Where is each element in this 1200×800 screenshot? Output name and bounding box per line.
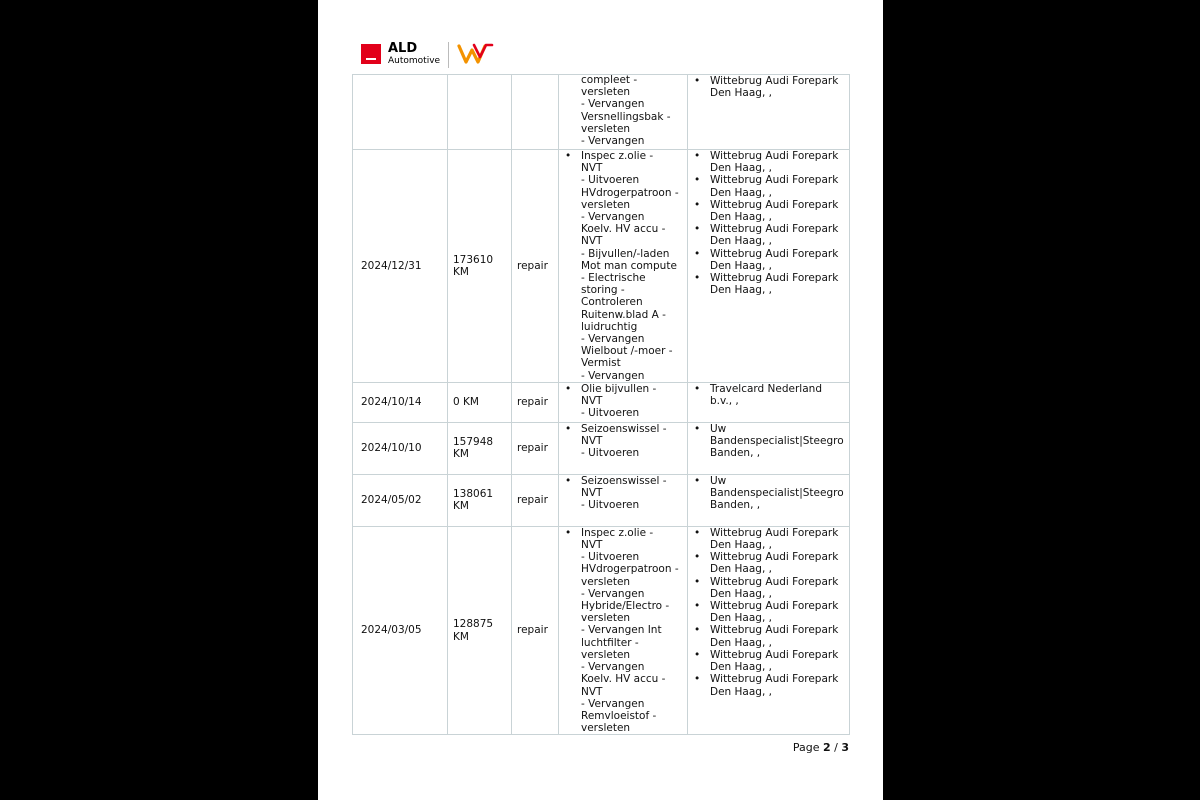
- work-item: [565, 74, 683, 147]
- page-separator: /: [834, 741, 838, 754]
- location-item: [694, 423, 845, 460]
- date-cell-text: 2024/05/02: [361, 494, 422, 507]
- bullet-icon: •: [694, 474, 701, 487]
- location-text: Wittebrug Audi Forepark Den Haag, ,: [710, 648, 839, 674]
- work-items-cell: [559, 422, 688, 474]
- bullet-icon: •: [694, 600, 701, 613]
- location-text: Wittebrug Audi Forepark Den Haag, ,: [710, 272, 839, 297]
- type-cell-text: repair: [517, 396, 548, 409]
- bullet-icon: •: [694, 422, 701, 435]
- location-text: Uw Bandenspecialist|Steegro Banden, ,: [710, 474, 844, 512]
- partner-logo-icon: [457, 41, 499, 67]
- bullet-icon: •: [694, 174, 701, 187]
- type-cell: [512, 526, 559, 734]
- page-total: 3: [841, 741, 849, 754]
- location-item: [694, 199, 845, 223]
- work-items-cell: [559, 150, 688, 383]
- locations-list: [688, 383, 849, 407]
- mileage-cell-text: 138061 KM: [453, 488, 494, 513]
- location-text: Wittebrug Audi Forepark Den Haag, ,: [710, 673, 839, 698]
- date-cell-text: 2024/12/31: [361, 259, 422, 272]
- table-row: [353, 150, 850, 383]
- date-cell-text: 2024/10/14: [361, 396, 422, 409]
- work-item-text: compleet - versleten - Vervangen Versnellingsbak - versleten - Vervangen: [581, 74, 671, 148]
- location-text: Wittebrug Audi Forepark Den Haag, ,: [710, 551, 839, 576]
- type-cell: [512, 150, 559, 383]
- location-text: Wittebrug Audi Forepark Den Haag, ,: [710, 247, 839, 272]
- date-cell-text: 2024/10/10: [361, 442, 422, 455]
- location-item: [694, 673, 845, 697]
- work-item: [565, 150, 683, 382]
- location-item: [694, 475, 845, 512]
- location-text: Wittebrug Audi Forepark Den Haag, ,: [710, 174, 839, 199]
- bullet-icon: •: [565, 526, 572, 539]
- work-item-text: Seizoenswissel - NVT - Uitvoeren: [581, 422, 667, 460]
- logo-divider: [448, 42, 449, 68]
- mileage-cell-text: 0 KM: [453, 396, 479, 409]
- locations-cell: [688, 75, 850, 150]
- location-text: Wittebrug Audi Forepark Den Haag, ,: [710, 75, 839, 100]
- type-cell-text: repair: [517, 624, 548, 637]
- work-items-cell: [559, 382, 688, 422]
- bullet-icon: •: [694, 551, 701, 564]
- ald-brand-name: ALD: [388, 41, 418, 56]
- bullet-icon: •: [694, 526, 701, 539]
- type-cell-text: repair: [517, 442, 548, 455]
- date-cell: [353, 382, 448, 422]
- mileage-cell: [448, 75, 512, 150]
- location-text: Uw Bandenspecialist|Steegro Banden, ,: [710, 422, 844, 460]
- work-items-list: [559, 423, 687, 460]
- work-item-text: Seizoenswissel - NVT - Uitvoeren: [581, 474, 667, 512]
- work-item: [565, 475, 683, 512]
- maintenance-history-table: [352, 74, 850, 735]
- document-page: [318, 0, 883, 800]
- location-item: [694, 383, 845, 407]
- location-text: Wittebrug Audi Forepark Den Haag, ,: [710, 150, 839, 175]
- table-row: [353, 382, 850, 422]
- location-text: Wittebrug Audi Forepark Den Haag, ,: [710, 575, 839, 600]
- location-item: [694, 624, 845, 648]
- page-current: 2: [822, 741, 831, 754]
- ald-logo-square: [361, 44, 381, 64]
- bullet-icon: •: [694, 150, 701, 162]
- type-cell: [512, 75, 559, 150]
- type-cell: [512, 382, 559, 422]
- work-items-list: [559, 74, 687, 147]
- locations-cell: [688, 422, 850, 474]
- type-cell-text: repair: [517, 494, 548, 507]
- work-items-list: [559, 527, 687, 734]
- location-item: [694, 75, 845, 99]
- bullet-icon: •: [565, 422, 572, 435]
- work-items-cell: [559, 75, 688, 150]
- work-items-list: [559, 150, 687, 382]
- mileage-cell: [448, 474, 512, 526]
- page-footer: [793, 741, 849, 754]
- location-text: Travelcard Nederland b.v., ,: [710, 382, 822, 408]
- bullet-icon: •: [694, 272, 701, 285]
- bullet-icon: •: [694, 75, 701, 87]
- bullet-icon: •: [694, 673, 701, 686]
- bullet-icon: •: [694, 198, 701, 211]
- location-item: [694, 150, 845, 174]
- location-item: [694, 174, 845, 198]
- location-item: [694, 576, 845, 600]
- work-item: [565, 423, 683, 460]
- location-text: Wittebrug Audi Forepark Den Haag, ,: [710, 526, 839, 552]
- bullet-icon: •: [694, 624, 701, 637]
- type-cell: [512, 474, 559, 526]
- location-text: Wittebrug Audi Forepark Den Haag, ,: [710, 223, 839, 248]
- page-label: Page: [792, 741, 820, 754]
- locations-cell: [688, 382, 850, 422]
- location-item: [694, 600, 845, 624]
- locations-list: [688, 150, 849, 296]
- type-cell: [512, 422, 559, 474]
- mileage-cell: [448, 150, 512, 383]
- bullet-icon: •: [565, 382, 572, 395]
- bullet-icon: •: [565, 474, 572, 487]
- locations-cell: [688, 150, 850, 383]
- work-item-text: Olie bijvullen - NVT - Uitvoeren: [581, 382, 657, 420]
- date-cell: [353, 526, 448, 734]
- locations-list: [688, 475, 849, 512]
- mileage-cell: [448, 382, 512, 422]
- work-item-text: Inspec z.olie - NVT - Uitvoeren HVdrogerpatroon - versleten - Vervangen Hybride/Electro - versleten - Vervangen Int luchtfilter - versleten - Vervangen Koelv. HV accu - NVT - Vervangen Remvloeistof - versleten: [581, 526, 679, 735]
- table-row: [353, 526, 850, 734]
- mileage-cell-text: 173610 KM: [453, 253, 494, 278]
- work-item: [565, 383, 683, 420]
- work-item: [565, 527, 683, 734]
- location-item: [694, 248, 845, 272]
- work-items-cell: [559, 474, 688, 526]
- location-text: Wittebrug Audi Forepark Den Haag, ,: [710, 624, 839, 649]
- date-cell: [353, 75, 448, 150]
- work-items-list: [559, 475, 687, 512]
- table-row: [353, 474, 850, 526]
- mileage-cell-text: 128875 KM: [453, 618, 494, 643]
- mileage-cell: [448, 422, 512, 474]
- date-cell: [353, 150, 448, 383]
- location-item: [694, 223, 845, 247]
- table-row: [353, 422, 850, 474]
- locations-list: [688, 423, 849, 460]
- bullet-icon: •: [694, 648, 701, 661]
- location-item: [694, 527, 845, 551]
- locations-list: [688, 75, 849, 99]
- date-cell-text: 2024/03/05: [361, 624, 422, 637]
- locations-cell: [688, 474, 850, 526]
- mileage-cell: [448, 526, 512, 734]
- date-cell: [353, 422, 448, 474]
- type-cell-text: repair: [517, 259, 548, 272]
- location-item: [694, 272, 845, 296]
- location-item: [694, 551, 845, 575]
- bullet-icon: •: [694, 247, 701, 260]
- mileage-cell-text: 157948 KM: [453, 436, 494, 461]
- bullet-icon: •: [694, 223, 701, 236]
- location-text: Wittebrug Audi Forepark Den Haag, ,: [710, 600, 839, 625]
- work-items-list: [559, 383, 687, 420]
- work-item-text: Inspec z.olie - NVT - Uitvoeren HVdrogerpatroon - versleten - Vervangen Koelv. HV accu - NVT - Bijvullen/-laden Mot man compute - Electrische storing - Controleren Ruitenw.blad A - luidruchtig - Vervangen Wielbout /-moer - Vermist - Vervangen: [581, 150, 679, 382]
- date-cell: [353, 474, 448, 526]
- bullet-icon: •: [694, 575, 701, 588]
- locations-cell: [688, 526, 850, 734]
- bullet-icon: •: [565, 150, 572, 162]
- ald-brand-sub: Automotive: [388, 56, 441, 66]
- location-text: Wittebrug Audi Forepark Den Haag, ,: [710, 198, 839, 224]
- work-items-cell: [559, 526, 688, 734]
- locations-list: [688, 527, 849, 698]
- location-item: [694, 649, 845, 673]
- bullet-icon: •: [694, 382, 701, 395]
- table-row: [353, 75, 850, 150]
